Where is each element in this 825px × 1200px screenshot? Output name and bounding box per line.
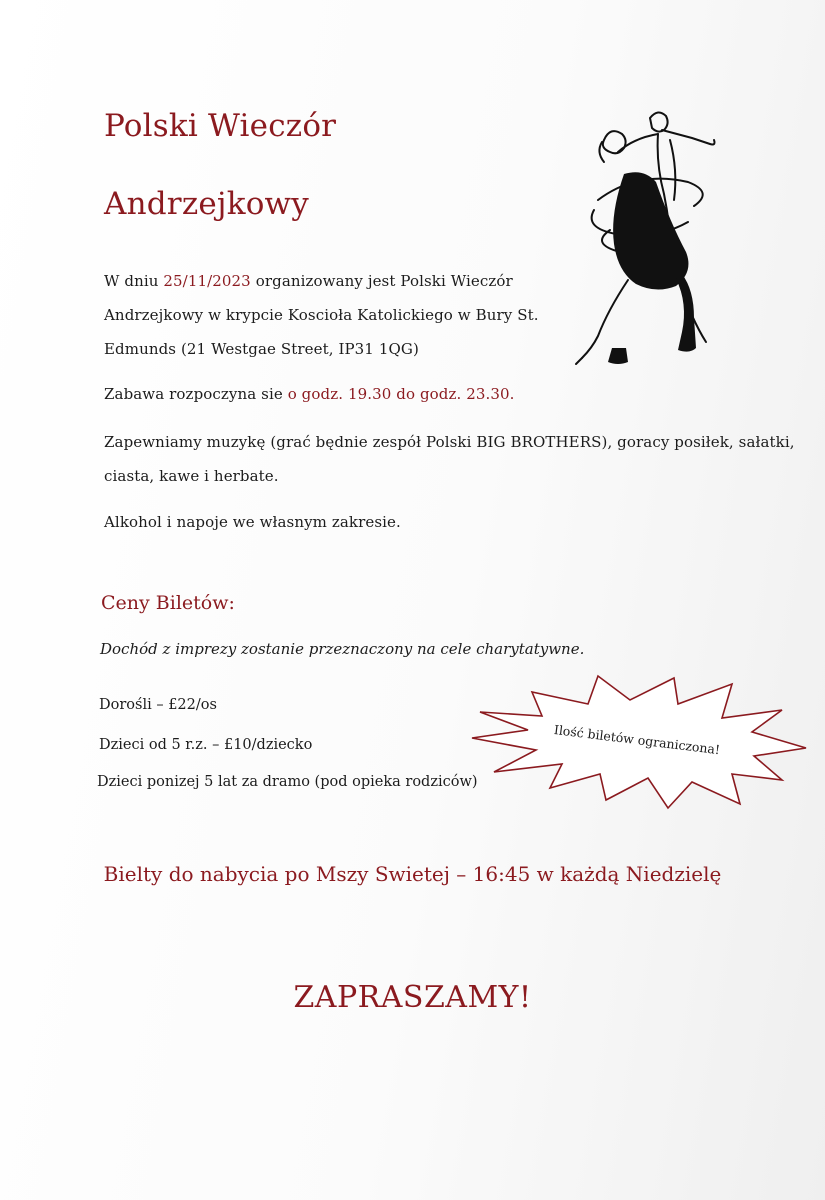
time-line bbox=[104, 385, 515, 403]
charity-note: Dochód z imprezy zostanie przeznaczony na cele charytatywne. bbox=[100, 640, 585, 658]
intro-suffix: organizowany jest Polski Wieczór bbox=[250, 272, 513, 290]
price-children: Dzieci od 5 r.z. – £10/dziecko bbox=[99, 737, 313, 753]
price-adults: Dorośli – £22/os bbox=[99, 697, 217, 713]
offer-line-1: Zapewniamy muzykę (grać będnie zespół Polski BIG BROTHERS), goracy posiłek, sałatki, bbox=[104, 433, 795, 451]
title-line-2: Andrzejkowy bbox=[104, 186, 310, 222]
intro-paragraph bbox=[104, 272, 539, 358]
intro-line-2: Andrzejkowy w krypcie Koscioła Katolickiego w Bury St. bbox=[104, 306, 539, 324]
intro-line-3: Edmunds (21 Westgae Street, IP31 1QG) bbox=[104, 340, 419, 358]
offer-line-2: ciasta, kawe i herbate. bbox=[104, 467, 279, 485]
dancing-couple-illustration bbox=[558, 100, 738, 370]
event-date: 25/11/2023 bbox=[163, 272, 251, 290]
limited-tickets-label: Ilość biletów ograniczona! bbox=[553, 722, 721, 758]
alcohol-note: Alkohol i napoje we własnym zakresie. bbox=[104, 513, 401, 531]
offer-paragraph bbox=[104, 433, 795, 485]
closing-invitation: ZAPRASZAMY! bbox=[293, 980, 532, 1015]
tickets-heading: Ceny Biletów: bbox=[101, 592, 235, 614]
price-under-5: Dzieci ponizej 5 lat za dramo (pod opieka rodziców) bbox=[97, 774, 478, 790]
intro-line-1 bbox=[104, 272, 539, 290]
title-line-1: Polski Wieczór bbox=[104, 108, 337, 144]
intro-prefix: W dniu bbox=[104, 272, 164, 290]
event-hours: o godz. 19.30 do godz. 23.30. bbox=[287, 385, 515, 403]
ticket-sale-info: Bielty do nabycia po Mszy Swietej – 16:45 w każdą Niedzielę bbox=[103, 862, 722, 886]
time-prefix: Zabawa rozpoczyna sie bbox=[104, 385, 288, 403]
